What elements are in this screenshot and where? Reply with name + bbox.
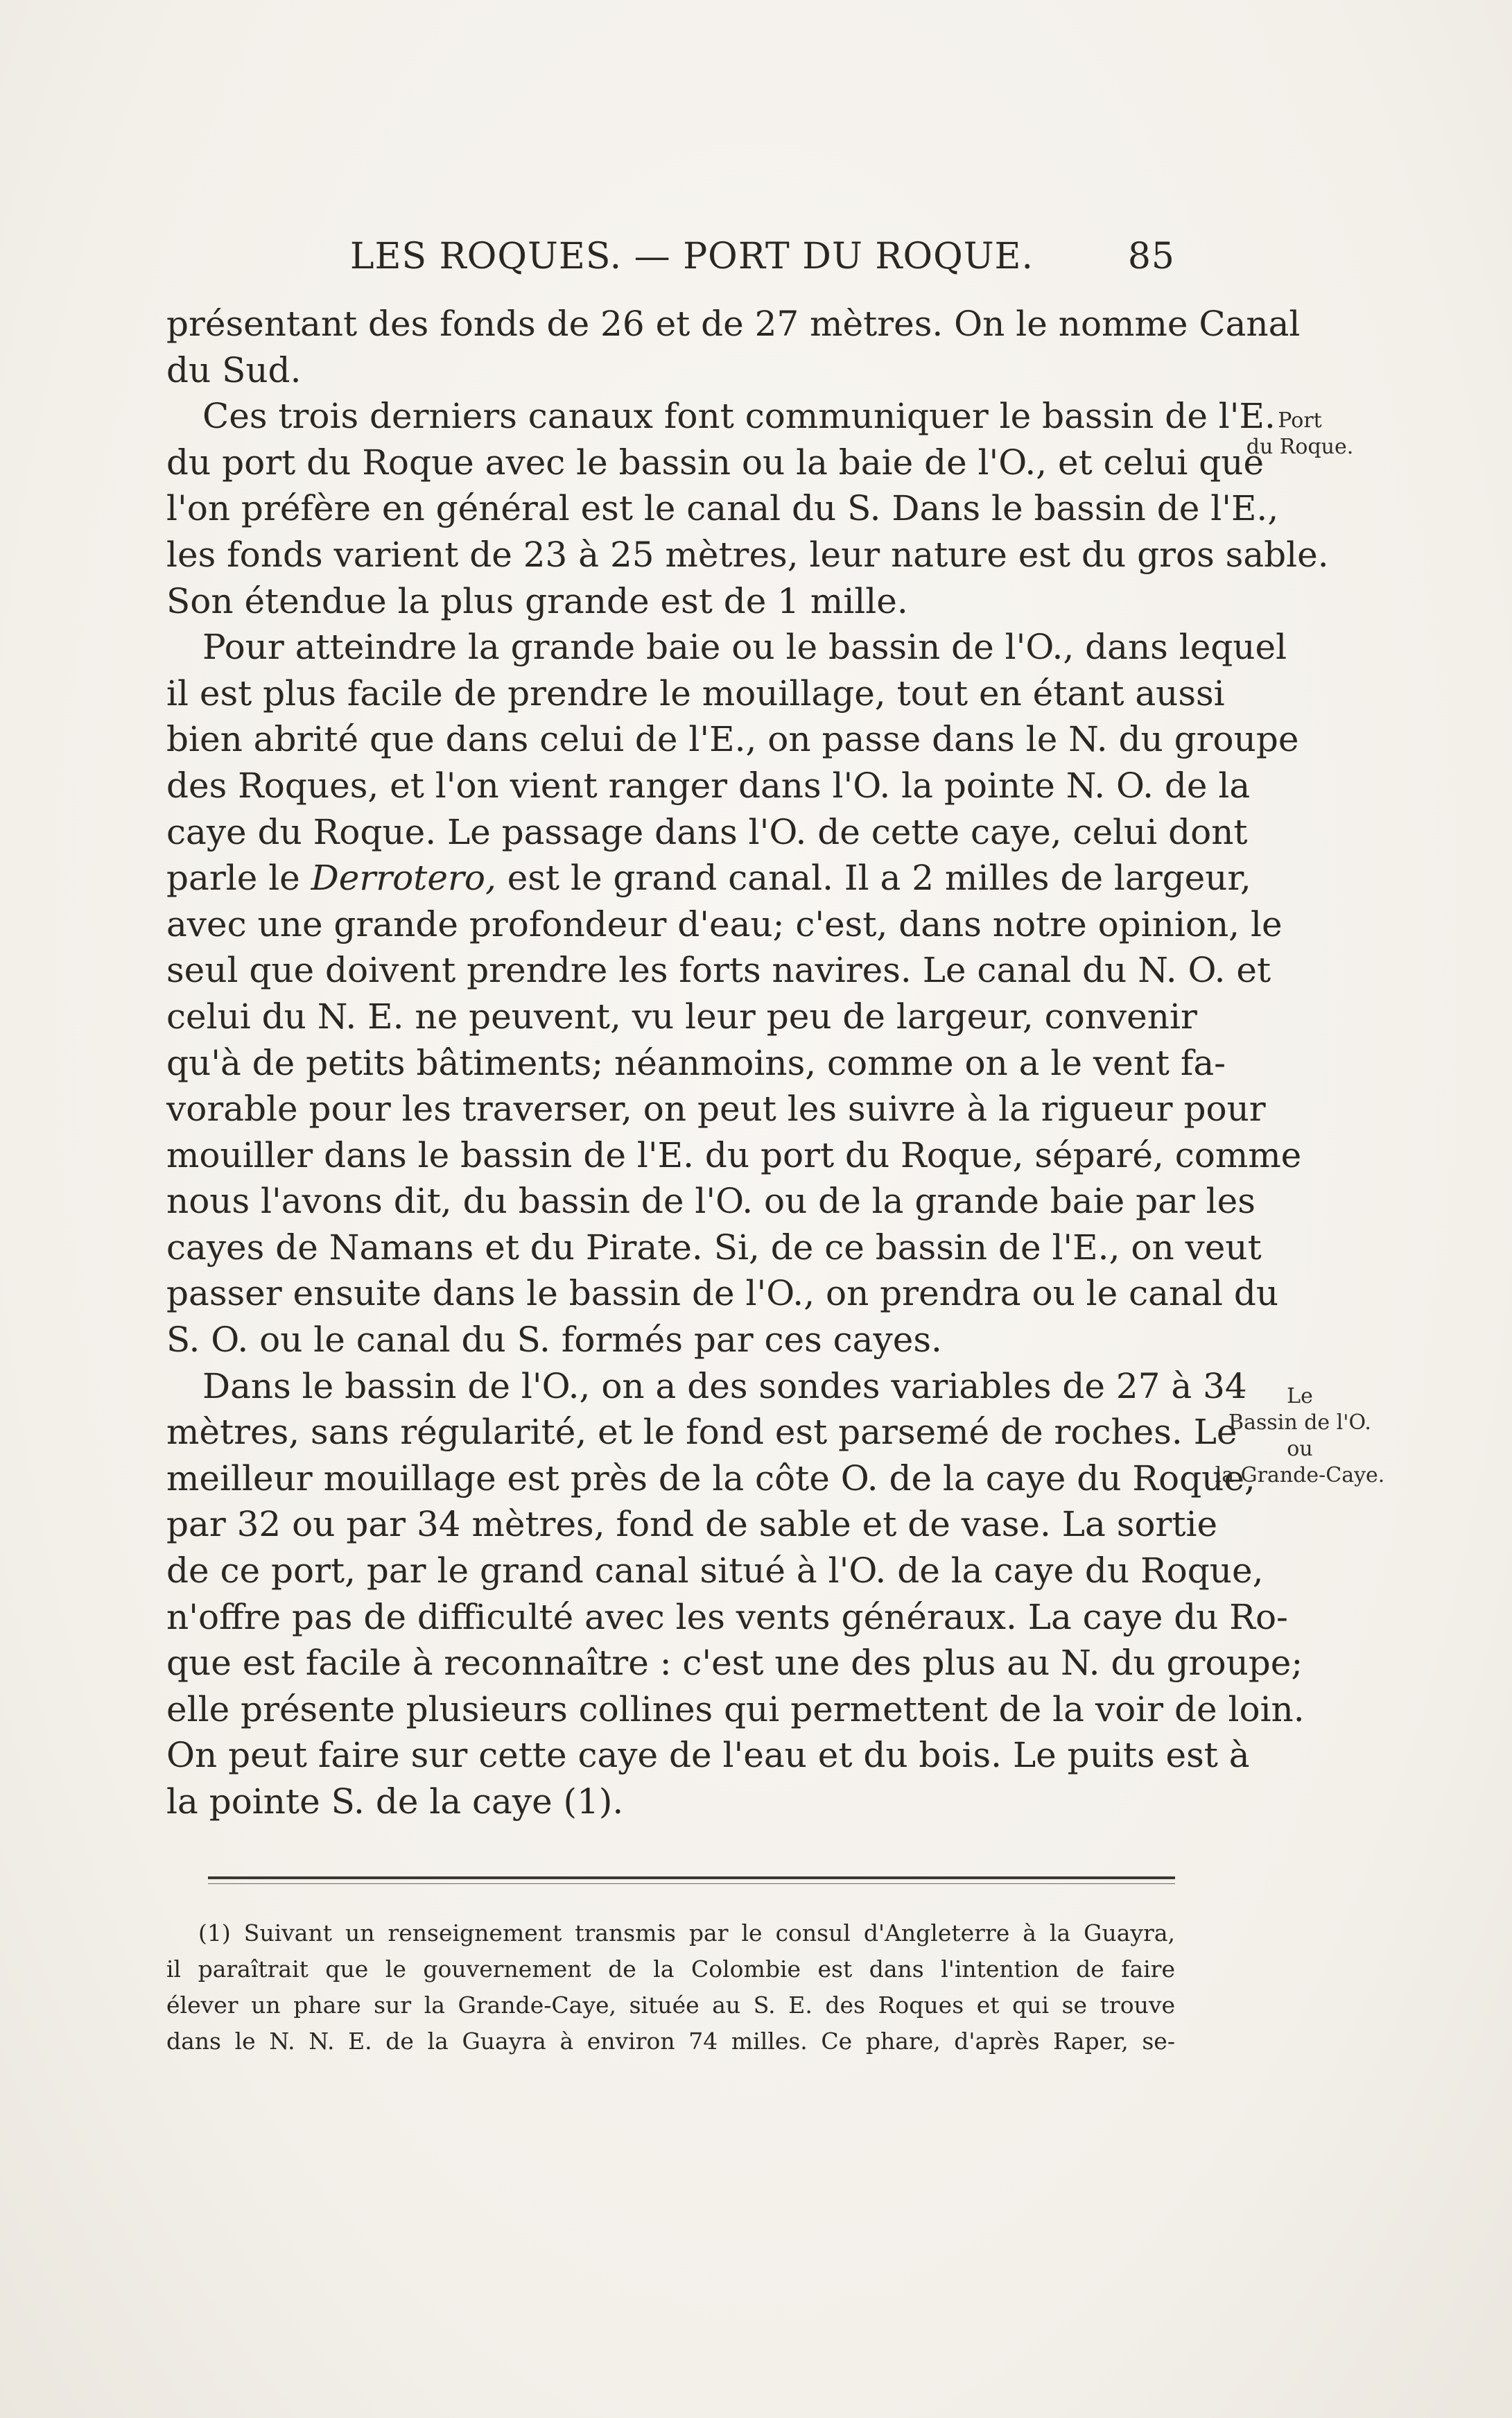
margin-note-line: la Grande-Caye. bbox=[1215, 1463, 1385, 1487]
text-line: par 32 ou par 34 mètres, fond de sable et de vase. La sortie bbox=[166, 1504, 1218, 1545]
text-line: seul que doivent prendre les forts navires. Le canal du N. O. et bbox=[166, 950, 1271, 991]
text-line: Dans le bassin de l'O., on a des sondes variables de 27 à 34 bbox=[202, 1365, 1247, 1406]
text-line: On peut faire sur cette caye de l'eau et du bois. Le puits est à bbox=[166, 1735, 1250, 1776]
text-fragment: est le grand canal. Il a 2 milles de largeur, bbox=[496, 858, 1251, 899]
margin-note-line: Le bbox=[1287, 1384, 1313, 1408]
text-line: meilleur mouillage est près de la côte O. de la caye du Roque, bbox=[166, 1458, 1255, 1499]
text-line-with-italic bbox=[166, 855, 1251, 901]
page-number: 85 bbox=[1127, 236, 1175, 277]
margin-note-bassin-de-lo bbox=[1206, 1383, 1393, 1489]
footnote-line: élever un phare sur la Grande-Caye, située au S. E. des Roques et qui se trouve bbox=[166, 1992, 1175, 2019]
margin-note-port-du-roque bbox=[1227, 408, 1373, 460]
footnote-line: dans le N. N. E. de la Guayra à environ 74 milles. Ce phare, d'après Raper, se- bbox=[166, 2028, 1175, 2055]
text-fragment: parle le bbox=[166, 858, 311, 899]
text-line: vorable pour les traverser, on peut les suivre à la rigueur pour bbox=[166, 1089, 1266, 1130]
footnote bbox=[166, 1915, 1175, 2059]
margin-note-line: ou bbox=[1287, 1437, 1313, 1461]
text-line: elle présente plusieurs collines qui permettent de la voir de loin. bbox=[166, 1689, 1305, 1729]
text-line: la pointe S. de la caye (1). bbox=[166, 1781, 624, 1822]
footnote-rule bbox=[208, 1876, 1175, 1879]
text-line: du Sud. bbox=[166, 349, 302, 390]
text-line: Son étendue la plus grande est de 1 mille. bbox=[166, 580, 908, 621]
footnote-rule-thin bbox=[208, 1883, 1175, 1884]
text-line: qu'à de petits bâtiments; néanmoins, comme on a le vent fa- bbox=[166, 1042, 1226, 1083]
text-line: Pour atteindre la grande baie ou le bassin de l'O., dans lequel bbox=[202, 627, 1287, 668]
italic-title: Derrotero, bbox=[311, 858, 496, 899]
margin-note-line: Port bbox=[1278, 408, 1322, 433]
running-title: LES ROQUES. — PORT DU ROQUE. bbox=[350, 236, 1034, 277]
text-line: Ces trois derniers canaux font communiquer le bassin de l'E. bbox=[202, 396, 1276, 437]
text-line: nous l'avons dit, du bassin de l'O. ou de la grande baie par les bbox=[166, 1181, 1255, 1222]
text-line: l'on préfère en général est le canal du S. Dans le bassin de l'E., bbox=[166, 488, 1279, 529]
text-line: n'offre pas de difficulté avec les vents généraux. La caye du Ro- bbox=[166, 1596, 1288, 1637]
text-line: il est plus facile de prendre le mouillage, tout en étant aussi bbox=[166, 673, 1225, 714]
margin-note-line: Bassin de l'O. bbox=[1228, 1410, 1371, 1435]
text-line: présentant des fonds de 26 et de 27 mètres. On le nomme Canal bbox=[166, 304, 1301, 344]
page-header bbox=[350, 236, 1175, 291]
text-line: celui du N. E. ne peuvent, vu leur peu de largeur, convenir bbox=[166, 996, 1197, 1037]
text-line: cayes de Namans et du Pirate. Si, de ce bassin de l'E., on veut bbox=[166, 1227, 1262, 1268]
text-line: des Roques, et l'on vient ranger dans l'O. la pointe N. O. de la bbox=[166, 765, 1251, 806]
text-line: mètres, sans régularité, et le fond est parsemé de roches. Le bbox=[166, 1412, 1237, 1453]
text-line: passer ensuite dans le bassin de l'O., on prendra ou le canal du bbox=[166, 1273, 1279, 1314]
footnote-line: (1) Suivant un renseignement transmis par le consul d'Angleterre à la Guayra, bbox=[198, 1919, 1175, 1946]
text-line: avec une grande profondeur d'eau; c'est, dans notre opinion, le bbox=[166, 904, 1283, 944]
text-line: de ce port, par le grand canal situé à l'O. de la caye du Roque, bbox=[166, 1551, 1264, 1591]
text-line: que est facile à reconnaître : c'est une des plus au N. du groupe; bbox=[166, 1643, 1303, 1684]
margin-note-line: du Roque. bbox=[1246, 435, 1354, 459]
text-line: caye du Roque. Le passage dans l'O. de cette caye, celui dont bbox=[166, 811, 1248, 852]
text-line: les fonds varient de 23 à 25 mètres, leur nature est du gros sable. bbox=[166, 534, 1329, 575]
text-line: S. O. ou le canal du S. formés par ces cayes. bbox=[166, 1320, 942, 1361]
text-line: mouiller dans le bassin de l'E. du port du Roque, séparé, comme bbox=[166, 1134, 1302, 1175]
footnote-line: il paraîtrait que le gouvernement de la Colombie est dans l'intention de faire bbox=[166, 1955, 1175, 1983]
text-line: bien abrité que dans celui de l'E., on passe dans le N. du groupe bbox=[166, 719, 1299, 760]
text-line: du port du Roque avec le bassin ou la baie de l'O., et celui que bbox=[166, 442, 1265, 483]
